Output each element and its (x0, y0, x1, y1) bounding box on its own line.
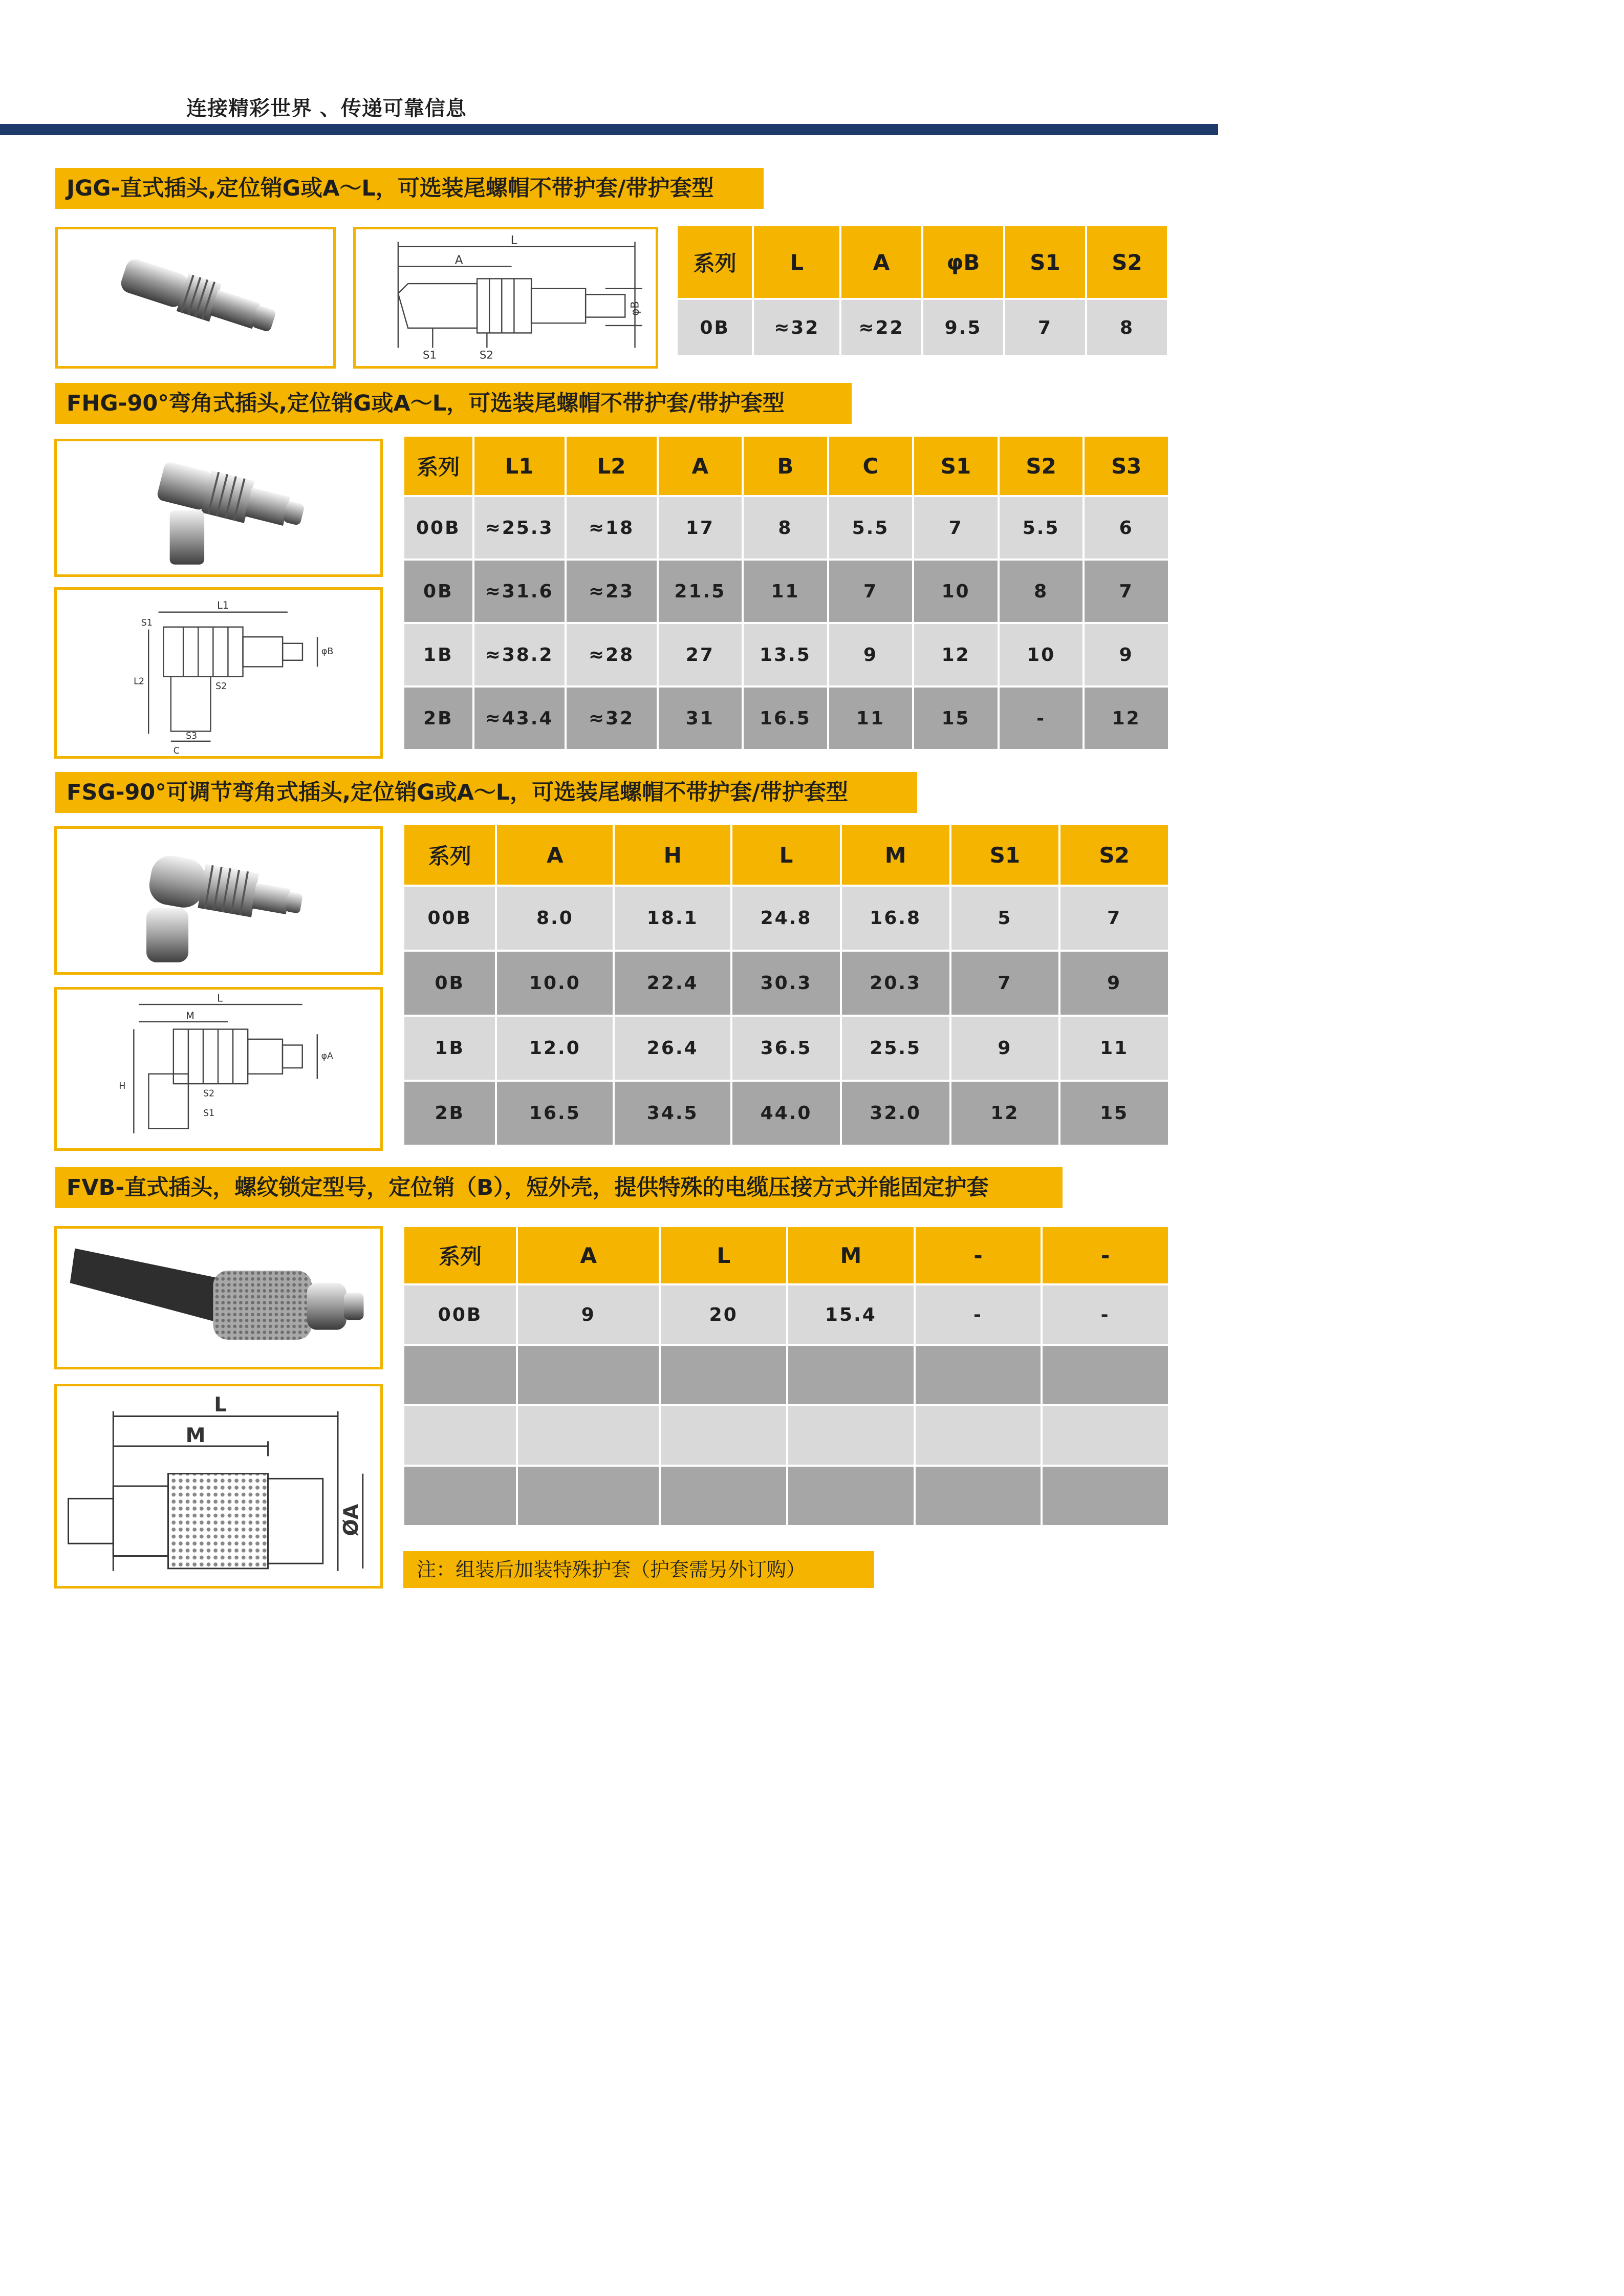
table-header-cell: S2 (1087, 226, 1167, 298)
fsg-label-m: M (186, 1010, 194, 1022)
table-row (404, 1406, 1168, 1465)
table-header-cell: A (518, 1227, 659, 1283)
table-cell: 00B (404, 887, 495, 950)
table-cell: 6 (1085, 497, 1168, 559)
table-cell: 9 (518, 1285, 659, 1344)
table-cell: 32.0 (842, 1082, 949, 1145)
fhg-label-l1: L1 (217, 599, 229, 611)
table-cell: 44.0 (732, 1082, 840, 1145)
fhg-spec-table (402, 435, 1170, 751)
table-cell (788, 1406, 914, 1465)
table-cell: 11 (744, 561, 827, 622)
table-cell: 17 (659, 497, 742, 559)
table-cell: 27 (659, 624, 742, 685)
jgg-label-s2: S2 (479, 348, 493, 361)
table-cell: 20 (661, 1285, 786, 1344)
table-cell: 0B (404, 952, 495, 1015)
table-header-cell: A (841, 226, 921, 298)
table-cell: 7 (1060, 887, 1168, 950)
table-cell: 15.4 (788, 1285, 914, 1344)
table-cell (1043, 1346, 1168, 1404)
table-cell: ≈38.2 (474, 624, 565, 685)
table-cell: 9 (829, 624, 913, 685)
table-cell: 5.5 (1000, 497, 1083, 559)
table-cell: 9.5 (923, 300, 1003, 355)
table-cell: 8 (1000, 561, 1083, 622)
table-cell: 00B (404, 1285, 516, 1344)
table-cell: 1B (404, 1017, 495, 1080)
table-header-cell: 系列 (404, 437, 472, 495)
table-cell: 7 (951, 952, 1059, 1015)
table-cell: 16.8 (842, 887, 949, 950)
table-header-cell: S1 (914, 437, 998, 495)
table-header-cell: 系列 (404, 1227, 516, 1283)
jgg-spec-table (676, 224, 1169, 357)
section-title-fhg: FHG-90°弯角式插头,定位销G或A～L，可选装尾螺帽不带护套/带护套型 (55, 383, 852, 424)
table-header-cell: H (615, 825, 730, 885)
jgg-dimension-drawing (353, 227, 658, 369)
table-cell (916, 1346, 1041, 1404)
table-cell: 7 (1085, 561, 1168, 622)
table-cell: 0B (678, 300, 752, 355)
fhg-label-s3: S3 (185, 731, 198, 742)
table-cell: 00B (404, 497, 472, 559)
table-cell (404, 1406, 516, 1465)
jgg-label-b: φB (628, 301, 641, 316)
table-cell: 31 (659, 688, 742, 749)
fvb-drawing-icon (57, 1386, 380, 1586)
table-cell: 12 (914, 624, 998, 685)
table-cell: 15 (1060, 1082, 1168, 1145)
jgg-label-s1: S1 (423, 348, 437, 361)
fhg-connector-icon (57, 441, 380, 574)
fsg-label-a: φA (321, 1051, 333, 1062)
fhg-label-b: φB (321, 647, 334, 657)
fsg-label-s1: S1 (203, 1108, 215, 1119)
fhg-label-s2: S2 (215, 681, 227, 692)
table-cell: ≈31.6 (474, 561, 565, 622)
table-row (404, 561, 1168, 622)
table-cell: 15 (914, 688, 998, 749)
table-cell (661, 1467, 786, 1525)
table-row (404, 497, 1168, 559)
table-cell: 12 (1085, 688, 1168, 749)
table-header-cell: - (1043, 1227, 1168, 1283)
table-cell: ≈18 (567, 497, 657, 559)
table-header-cell: φB (923, 226, 1003, 298)
table-header-cell: S2 (1060, 825, 1168, 885)
table-header-cell: 系列 (404, 825, 495, 885)
table-cell: 8 (1087, 300, 1167, 355)
table-row (404, 1017, 1168, 1080)
table-cell: 22.4 (615, 952, 730, 1015)
table-cell: 36.5 (732, 1017, 840, 1080)
table-cell: 9 (951, 1017, 1059, 1080)
table-cell (518, 1406, 659, 1465)
fhg-drawing-icon (57, 590, 380, 756)
table-header-cell: C (829, 437, 913, 495)
table-cell (916, 1406, 1041, 1465)
table-header-cell: S2 (1000, 437, 1083, 495)
table-cell: 24.8 (732, 887, 840, 950)
table-header-cell: L (661, 1227, 786, 1283)
table-cell: 11 (829, 688, 913, 749)
table-header-cell: S1 (951, 825, 1059, 885)
table-header-cell: A (659, 437, 742, 495)
table-row (404, 1346, 1168, 1404)
table-cell: ≈23 (567, 561, 657, 622)
fhg-label-c: C (173, 746, 180, 756)
fvb-connector-icon (57, 1229, 380, 1367)
table-cell (404, 1346, 516, 1404)
fsg-label-s2: S2 (203, 1088, 215, 1099)
fsg-product-photo (54, 826, 383, 975)
fhg-label-l2: L2 (134, 676, 144, 687)
table-cell: 1B (404, 624, 472, 685)
fhg-dimension-drawing (54, 587, 383, 759)
fhg-product-photo (54, 439, 383, 577)
table-cell: 30.3 (732, 952, 840, 1015)
table-cell: 5 (951, 887, 1059, 950)
table-header-cell: B (744, 437, 827, 495)
table-cell: 20.3 (842, 952, 949, 1015)
table-cell: ≈32 (754, 300, 839, 355)
fhg-label-s1: S1 (141, 617, 153, 628)
table-cell (1043, 1406, 1168, 1465)
table-cell (518, 1467, 659, 1525)
table-header-cell: L1 (474, 437, 565, 495)
fsg-connector-icon (57, 829, 380, 972)
section-title-fvb: FVB-直式插头，螺纹锁定型号，定位销（B），短外壳，提供特殊的电缆压接方式并能固定护套 (55, 1167, 1063, 1208)
table-cell: 21.5 (659, 561, 742, 622)
table-row (404, 887, 1168, 950)
table-cell (788, 1346, 914, 1404)
table-cell (916, 1467, 1041, 1525)
table-cell: 8 (744, 497, 827, 559)
table-cell: 7 (829, 561, 913, 622)
table-cell: 18.1 (615, 887, 730, 950)
jgg-drawing-icon (356, 229, 656, 366)
table-cell: ≈43.4 (474, 688, 565, 749)
table-row (404, 624, 1168, 685)
table-cell (518, 1346, 659, 1404)
table-header-row (404, 825, 1168, 885)
table-cell: 16.5 (744, 688, 827, 749)
header-slogan: 连接精彩世界 、传递可靠信息 (186, 97, 467, 120)
jgg-product-photo (55, 227, 336, 369)
table-header-cell: - (916, 1227, 1041, 1283)
fvb-dimension-drawing (54, 1384, 383, 1589)
table-cell: - (1043, 1285, 1168, 1344)
table-cell: 2B (404, 688, 472, 749)
section-title-jgg: JGG-直式插头,定位销G或A～L，可选装尾螺帽不带护套/带护套型 (55, 168, 764, 209)
table-header-cell: 系列 (678, 226, 752, 298)
table-cell: 10.0 (497, 952, 613, 1015)
table-cell (404, 1467, 516, 1525)
table-cell: 12 (951, 1082, 1059, 1145)
table-cell: ≈32 (567, 688, 657, 749)
table-cell: 10 (1000, 624, 1083, 685)
table-row (404, 952, 1168, 1015)
table-header-cell: M (842, 825, 949, 885)
table-header-cell: M (788, 1227, 914, 1283)
table-cell (661, 1346, 786, 1404)
table-cell: 16.5 (497, 1082, 613, 1145)
table-row (678, 300, 1167, 355)
table-cell: 12.0 (497, 1017, 613, 1080)
table-cell: 5.5 (829, 497, 913, 559)
table-header-row (404, 1227, 1168, 1283)
table-header-cell: L (732, 825, 840, 885)
table-header-row (404, 437, 1168, 495)
table-cell: 10 (914, 561, 998, 622)
table-cell: 25.5 (842, 1017, 949, 1080)
fsg-label-h: H (119, 1081, 126, 1091)
fvb-spec-table (402, 1225, 1170, 1527)
fsg-drawing-icon (57, 990, 380, 1148)
table-header-cell: L (754, 226, 839, 298)
table-header-cell: A (497, 825, 613, 885)
section-title-fsg: FSG-90°可调节弯角式插头,定位销G或A～L，可选装尾螺帽不带护套/带护套型 (55, 772, 917, 813)
fvb-product-photo (54, 1226, 383, 1369)
table-cell: 34.5 (615, 1082, 730, 1145)
fvb-label-a: ØA (340, 1504, 363, 1536)
fsg-label-l: L (217, 992, 223, 1004)
table-cell: 8.0 (497, 887, 613, 950)
table-cell: ≈25.3 (474, 497, 565, 559)
fvb-label-l: L (214, 1393, 227, 1417)
table-cell: 2B (404, 1082, 495, 1145)
table-cell: 9 (1060, 952, 1168, 1015)
table-row (404, 1467, 1168, 1525)
jgg-connector-icon (58, 229, 333, 366)
table-cell (788, 1467, 914, 1525)
table-cell: 11 (1060, 1017, 1168, 1080)
table-header-cell: S3 (1085, 437, 1168, 495)
fvb-assembly-note: 注：组装后加装特殊护套（护套需另外订购） (403, 1551, 874, 1588)
table-cell: 7 (1005, 300, 1085, 355)
fsg-spec-table (402, 823, 1170, 1147)
fvb-label-m: M (185, 1424, 206, 1448)
table-header-cell: S1 (1005, 226, 1085, 298)
jgg-label-l: L (510, 233, 517, 247)
table-row (404, 688, 1168, 749)
table-cell: ≈28 (567, 624, 657, 685)
table-header-row (678, 226, 1167, 298)
table-row (404, 1285, 1168, 1344)
table-cell: 7 (914, 497, 998, 559)
table-cell: - (916, 1285, 1041, 1344)
table-cell: 26.4 (615, 1017, 730, 1080)
header-rule (0, 124, 1218, 135)
table-header-cell: L2 (567, 437, 657, 495)
table-cell: - (1000, 688, 1083, 749)
table-cell (1043, 1467, 1168, 1525)
jgg-label-a: A (454, 253, 463, 267)
fsg-dimension-drawing (54, 987, 383, 1151)
table-cell: 13.5 (744, 624, 827, 685)
table-cell: ≈22 (841, 300, 921, 355)
table-row (404, 1082, 1168, 1145)
table-cell: 0B (404, 561, 472, 622)
table-cell: 9 (1085, 624, 1168, 685)
table-cell (661, 1406, 786, 1465)
